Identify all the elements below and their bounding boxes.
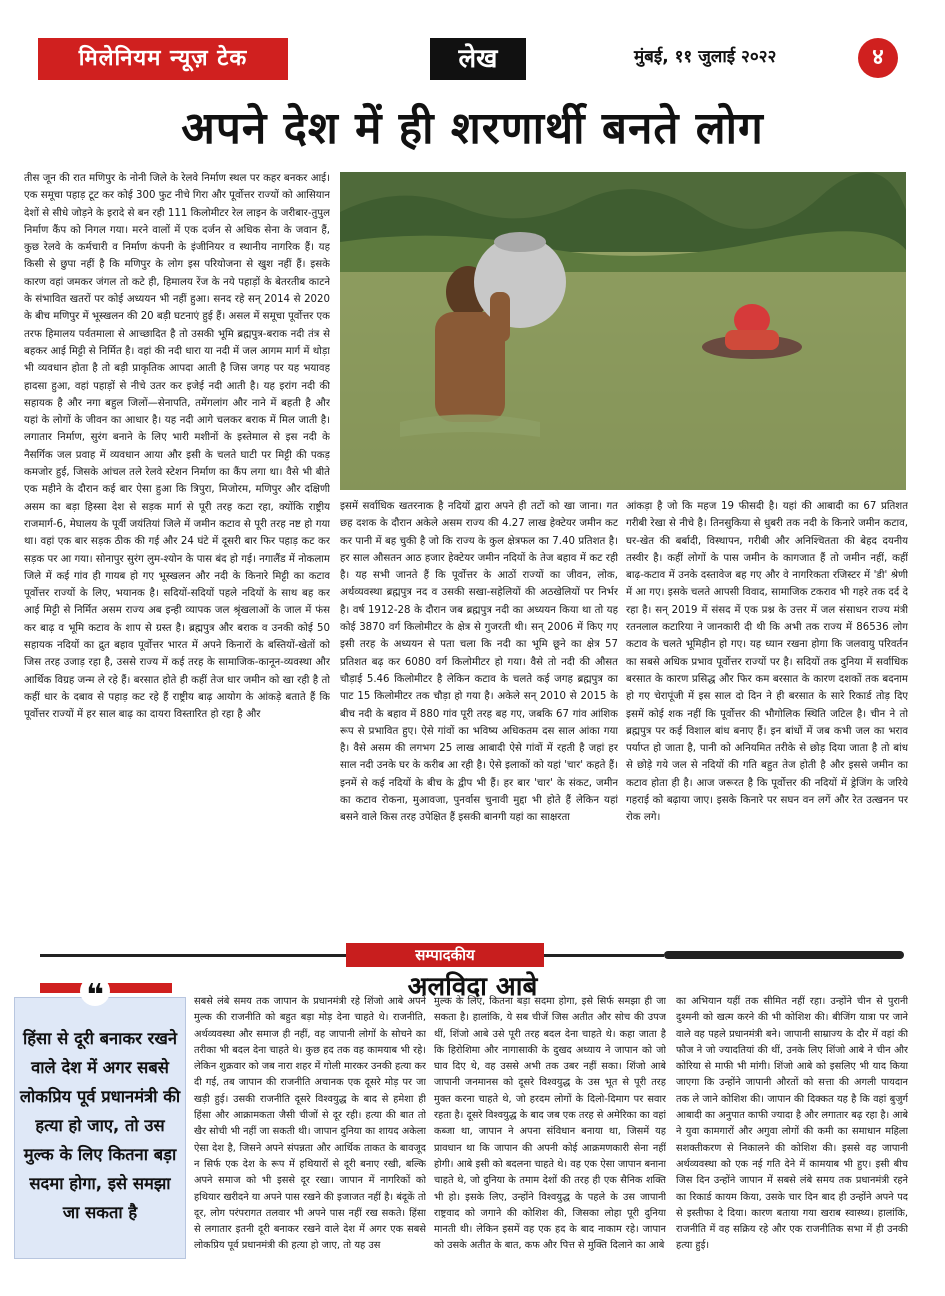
- article-column-3: आंकड़ा है जो कि महज 19 फीसदी है। यहां की आबादी का 67 प्रतिशत गरीबी रेखा से नीचे है। तिनसुकिया से धुबरी तक नदी के किनारे जमीन कटाव, घर-खेत की बर्बादी, विस्थापन, गरीबी और अनिश्चितता की बेहद दयनीय तस्वीर है। कहीं लोगों के पास जमीन के कागजात हैं तो जमीन नहीं, कहीं बाढ़-कटाव में उनके दस्तावेज बह गए और वे नागरिकता रजिस्टर में 'डी' श्रेणी में आ गए। इसके चलते आपसी विवाद, सामाजिक टकराव भी गहरे तक दर्द दे रहा है। सन् 2019 में संसद में एक प्रश्न के उत्तर में जल संसाधन राज्य मंत्री रतनलाल कटारिया ने जानकारी दी थी कि अभी तक राज्य में 86536 लोग कटाव के चलते भूमिहीन हो गए। यह ध्यान रखना होगा कि जलवायु परिवर्तन का सबसे अधिक प्रभाव पूर्वोत्तर राज्यों पर है। सदियों तक दुनिया में सर्वाधिक बरसात के कारण प्रसिद्ध और फिर कम बरसात के कारण दशकों तक बदनाम हो गए चेरापूंजी में इस साल दो दिन ने ही बरसात के सारे रिकार्ड तोड़ दिए इसमें कोई शक नहीं कि पूर्वोत्तर की भौगोलिक स्थिति जटिल है। चीन ने तो ब्रह्मपुत्र पर कई विशाल बांध बनाए हैं। इन बांधों में जब कभी जल का भराव पर्याप्त हो जाता है, पानी को अनियमित तरीके से छोड़ दिया जाता है तो बांध से छोड़े गये जल से नदियों की गति बहुत तेज होती है और इससे जमीन का कटाव होता ही है। आज जरूरत है कि पूर्वोत्तर की नदियों में ड्रेजिंग के जरिये गहराई को बढ़ाया जाए। इसके किनारे पर सघन वन लगें और रेत उत्खनन पर रोक लगे।: [626, 501, 908, 824]
- editorial-column-2: मुल्क के लिए, कितना बड़ा सदमा होगा, इसे सिर्फ समझा ही जा सकता है। हालांकि, ये सब चीजें जिस अतीत और सोच की उपज थीं, शिंजो आबे उसे पूरी तरह बदल देना चाहते थे। कहा जाता है कि हिरोशिमा और नागासाकी के दुखद अध्याय ने जापान को जो घाव दिए थे, वह उससे अभी तक उबर नहीं सका। शिंजो आबे जापानी जनमानस को दूसरे विश्वयुद्ध के उस भूत से पूरी तरह मुक्त करना चाहते थे, जो हरदम लोगों के दिलो-दिमाग पर सवार रहता है। दूसरे विश्वयुद्ध के बाद जब एक तरह से अमेरिका का वहां कब्जा था, जापान ने अपना संविधान बनाया था, जिसमें यह प्रावधान था कि जापान की अपनी कोई आक्रमणकारी सेना नहीं होगी। आबे इसी को बदलना चाहते थे। वह एक ऐसा जापान बनाना चाहते थे, जो दुनिया के तमाम देशों की तरह ही एक सैनिक शक्ति भी हो। इसके लिए, उन्होंने विश्वयुद्ध के पहले के उस जापानी राष्ट्रवाद को जगाने की कोशिश की, जिसका लोहा पूरी दुनिया मानती थी। लेकिन इसमें वह एक हद के बाद नाकाम रहे। जापान को उसके अतीत के बात, कफ और पित्त से मुक्ति दिलाने का आबे: [434, 996, 666, 1252]
- article-headline: अपने देश में ही शरणार्थी बनते लोग: [181, 103, 764, 154]
- editorial-label: सम्पादकीय: [346, 943, 544, 967]
- editorial-title: अलविदा आबे: [407, 972, 538, 1002]
- brand-name: मिलेनियम न्यूज़ टेक: [38, 38, 288, 80]
- section-label: लेख: [430, 38, 526, 80]
- quote-mark-icon: ❝: [80, 976, 110, 1006]
- pull-quote: [14, 997, 186, 1259]
- masthead: [22, 38, 922, 82]
- flood-photo-illustration: [340, 172, 906, 490]
- article-column-2: इसमें सर्वाधिक खतरनाक है नदियों द्वारा अपने ही तटों को खा जाना। गत छह दशक के दौरान अकेले असम राज्य की 4.27 लाख हेक्टेयर जमीन कट कर पानी में बह चुकी है जो कि राज्य के कुल क्षेत्रफल का 7.40 प्रतिशत है। हर साल औसतन आठ हजार हेक्टेयर जमीन नदियों के तेज बहाव में कट रही है। यह सभी जानते हैं कि पूर्वोत्तर के आठों राज्यों का जीवन, लोक, अर्थव्यवस्था ब्रह्मपुत्र नद व उसकी सखा-सहेलियों की अठखेलियों पर निर्भर है। वर्ष 1912-28 के दौरान जब ब्रह्मपुत्र नदी का अध्ययन किया था तो यह कोई 3870 वर्ग किलोमीटर के क्षेत्र से गुजरती थी। सन् 2006 में किए गए इसी तरह के अध्ययन से पता चला कि नदी का भूमि छूने का क्षेत्र 57 प्रतिशत बढ़ कर 6080 वर्ग किलोमीटर हो गया। वैसे तो नदी की औसत चौड़ाई 5.46 किलोमीटर है लेकिन कटाव के चलते कई जगह ब्रह्मपुत्र का पाट 15 किलोमीटर तक चौड़ा हो गया है। अकेले सन् 2010 से 2015 के बीच नदी के बहाव में 880 गांव पूरी तरह बह गए, जबकि 67 गांव आंशिक रूप से प्रभावित हुए। ऐसे गांवों का भविष्य अधिकतम दस साल आंका गया है। वैसे असम की लगभग 25 लाख आबादी ऐसे गांवों में रहती है जहां हर साल नदी उनके घर के करीब आ रही है। ऐसे इलाकों को यहां 'चार' कहते हैं। इनमें से कई नदियों के बीच के द्वीप भी हैं। हर बार 'चार' के संकट, जमीन का कटाव रोकना, मुआवजा, पुनर्वास चुनावी मुद्दा भी होते हैं लेकिन यहां बसने वाले किस तरह उपेक्षित हैं इसकी बानगी यहां का साक्षरता: [340, 501, 618, 824]
- dateline: मुंबई, ११ जुलाई २०२२: [634, 47, 777, 67]
- editorial-rule-right: [544, 954, 664, 957]
- editorial-column-1: सबसे लंबे समय तक जापान के प्रधानमंत्री रहे शिंजो आबे अपने मुल्क की राजनीति को बहुत बड़ा मोड़ देना चाहते थे। राजनीति, अर्थव्यवस्था और समाज ही नहीं, वह जापानी लोगों के सोचने का तरीका भी बदल देना चाहते थे। कुछ हद तक वह कामयाब भी रहे। लेकिन शुक्रवार को जब नारा शहर में गोली मारकर उनकी हत्या कर दी गई, तब जापान की राजनीति अचानक एक दूसरे मोड़ पर जा खड़ी हुई। उसकी राजनीति दूसरे विश्वयुद्ध के बाद से हमेशा ही हिंसा और आक्रामकता जैसी चीजों से दूर रही। हत्या की बात तो खैर सोची भी नहीं जा सकती थी। जापान दुनिया का शायद अकेला ऐसा देश है, जिसने अपने संपन्नता और आर्थिक ताकत के बावजूद न सिर्फ एक देश के रूप में हथियारों से दूरी बनाए रखी, बल्कि अपने समाज को भी इससे दूर रखा। जापान में नागरिकों को हथियार खरीदने या अपने पास रखने की इजाजत नहीं है। बंदूकें तो दूर, लोग परंपरागत तलवार भी अपने पास नहीं रख सकते। हिंसा से लगातार इतनी दूरी बनाकर रखने वाले देश में अगर एक सबसे लोकप्रिय पूर्व प्रधानमंत्री की हत्या हो जाए, तो यह उस: [194, 996, 426, 1252]
- page-number: ४: [858, 38, 898, 78]
- editorial-column-3: का अभियान यहीं तक सीमित नहीं रहा। उन्होंने चीन से पुरानी दुश्मनी को खत्म करने की भी कोशिश की। बीजिंग यात्रा पर जाने वाले वह पहले प्रधानमंत्री बने। जापानी साम्राज्य के दौर में वहां की फौज ने जो ज्यादतियां की थीं, उनके लिए शिंजो आबे ने चीन और कोरिया से माफी भी मांगी। शिंजो आबे को इसलिए भी याद किया जाएगा कि उन्होंने जापानी औरतों को सत्ता की अगली पायदान तक ले जाने कोशिश की। जापान की दिक्कत यह है कि वहां बुजुर्ग आबादी का अनुपात काफी ज्यादा है और लगातार बढ़ रहा है। आबे ने युवा कामगारों और अगुवा लोगों की कमी का समाधान महिला सशक्तीकरण से निकालने की कोशिश की। इससे वह जापानी अर्थव्यवस्था को एक नई गति देने में कामयाब भी हुए। इसी बीच जिस दिन उन्होंने जापान में सबसे लंबे समय तक प्रधानमंत्री रहने का रिकार्ड कायम किया, उसके चार दिन बाद ही उन्होंने अपने पद से इस्तीफा दे दिया। कारण बताया गया खराब स्वास्थ्य। हालांकि, राजनीति में वह सक्रिय रहे और एक राजनीतिक सभा में ही उनकी हत्या हुई।: [676, 996, 908, 1252]
- editorial-rule-right-bar: [664, 951, 904, 959]
- pull-quote-text: हिंसा से दूरी बनाकर रखने वाले देश में अगर सबसे लोकप्रिय पूर्व प्रधानमंत्री की हत्या हो जाए, तो उस मुल्क के लिए कितना बड़ा सदमा होगा, इसे समझा जा सकता है: [19, 1029, 181, 1222]
- flood-photo: [340, 172, 906, 490]
- article-column-1: तीस जून की रात मणिपुर के नोनी जिले के रेलवे निर्माण स्थल पर कहर बनकर आई। एक समूचा पहाड़ टूट कर कोई 300 फुट नीचे गिरा और पूर्वोत्तर राज्यों को आसियान देशों से सीधे जोड़ने के इरादे से बन रही 111 किलोमीटर रेल लाइन के जरीबार-तुपुल निर्माण कैंप को निगल गया। मरने वालों में एक दर्जन से अधिक सेना के जवान हैं, कुछ रेलवे के कर्मचारी व निर्माण कंपनी के इंजीनियर व स्थानीय नागरिक हैं। यह किसी से छुपा नहीं है कि मणिपुर के लोग इस परियोजना से खुश नहीं हैं। इसके कारण वहां जमकर जंगल तो कटे ही, हिमालय रेंज के नये पहाड़ों के बेतरतीब काटने के संभावित खतरों पर कोई अध्ययन भी नहीं हुआ। सनद रहे सन् 2014 से 2020 के बीच मणिपुर में भूस्खलन की 20 बड़ी घटनाएं हुई हैं। असल में समूचा पूर्वोत्तर एक तरफ हिमालय पर्वतमाला से आच्छादित है तो उसकी भूमि ब्रह्मपुत्र-बराक नदी तंत्र से बहकर आई मिट्टी से निर्मित है। वहां की नदी धारा या नदी में जल आगम मार्ग में थोड़ा भी व्यवधान होता है तो बड़ी प्राकृतिक आपदा आती है जिस जगह पर यह भयावह हादसा हुआ, वहां पहाड़ों से नीचे उतर कर इजेई नदी आती है। यह इरांग नदी की सहायक है और नगा बहुल जिलों—सेनापति, तमेंगलांग और नाने में बहती है और यहां के लोगों के जीवन का आधार है। यह नदी आगे चलकर बराक में मिल जाती है। लगातार निर्माण, सुरंग बनाने के लिए भारी मशीनों के इस्तेमाल से इस नदी के नैसर्गिक जल प्रवाह में व्यवधान आया और इसी के चलते घाटी पर मिट्टी की पकड़ कमजोर हुई, जिसके आंचल तले रेलवे स्टेशन निर्माण का कैंप लगा था। वैसे भी बीते एक महीने के दौरान कई बार ऐसा हुआ कि त्रिपुरा, मिजोरम, मणिपुर और दक्षिणी असम का बड़ा हिस्सा देश से सड़क मार्ग से पूरी तरह कटा रहा, क्योंकि राष्ट्रीय राजमार्ग-6, मेघालय के पूर्वी जयंतियां जिले में जमीन कटाव से पूरी तरह नष्ट हो गया था। वहां एक बार सड़क ठीक की गई और 24 घंटे में दूसरी बार फिर पहाड़ कट कर सड़क पर आ गया। सोनापुर सुरंग लुम-श्योन के पास बंद हो गई। नगालैंड में नोकलाम जिले में कई गांव ही गायब हो गए भूस्खलन और नदी के किनारे मिट्टी का कटाव पूर्वोत्तर राज्यों के लिए, भयानक है। सदियों-सदियों पहले नदियों के साथ बह कर आई मिट्टी से निर्मित असम राज्य अब इन्ही व्यापक जल श्रृंखलाओं के जाल में फंस कर बाढ़ व भूमि कटाव के शाप से ग्रस्त है। ब्रह्मपुत्र और बराक व उनकी कोई 50 सहायक नदियों का द्रुत बहाव पूर्वोत्तर भारत में अपने किनारों के बस्तियों-खेतों को जिस तरह उजाड़ रहा है, उससे राज्य में कई तरह के सामाजिक-कानून-व्यवस्था और आर्थिक विग्रह जन्म ले रहे हैं। बरसात होते ही कहीं तेज धार जमीन को खा रही है तो कहीं धार के दबाव से पहाड़ कट रहे हैं राष्ट्रीय बाढ़ आयोग के आंकड़े बताते हैं कि पूर्वोत्तर राज्यों में हर साल बाढ़ का दायरा विस्तारित हो रहा है और: [24, 173, 330, 721]
- editorial-rule-left: [40, 954, 346, 957]
